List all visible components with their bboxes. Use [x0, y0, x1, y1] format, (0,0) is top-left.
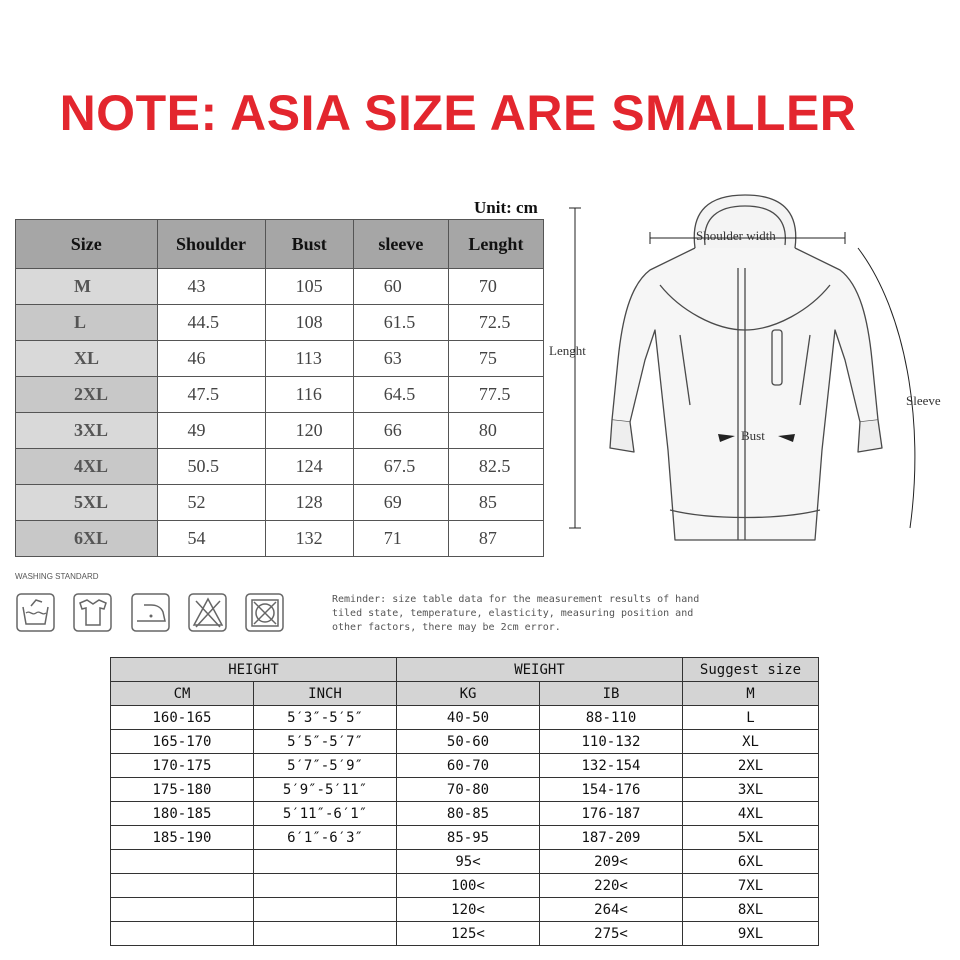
sub-header-row — [111, 682, 819, 706]
measurement-cell: 132 — [265, 521, 353, 557]
size-cell: M — [16, 269, 158, 305]
table-cell: 220< — [540, 874, 683, 898]
header-length: Lenght — [448, 220, 543, 269]
table-row — [16, 449, 544, 485]
table-cell: 5′7″-5′9″ — [254, 754, 397, 778]
table-cell — [254, 850, 397, 874]
group-header-row — [111, 658, 819, 682]
table-cell: 165-170 — [111, 730, 254, 754]
table-cell — [111, 850, 254, 874]
table-cell: 88-110 — [540, 706, 683, 730]
table-cell: 209< — [540, 850, 683, 874]
table-cell: 9XL — [683, 922, 819, 946]
table-cell: 125< — [397, 922, 540, 946]
table-cell: 5′5″-5′7″ — [254, 730, 397, 754]
table-cell: 275< — [540, 922, 683, 946]
table-cell: 180-185 — [111, 802, 254, 826]
measurement-cell: 77.5 — [448, 377, 543, 413]
table-cell: 70-80 — [397, 778, 540, 802]
header-sleeve: sleeve — [353, 220, 448, 269]
table-cell: 3XL — [683, 778, 819, 802]
measurement-cell: 64.5 — [353, 377, 448, 413]
table-cell: 175-180 — [111, 778, 254, 802]
size-cell: 6XL — [16, 521, 158, 557]
measurement-cell: 124 — [265, 449, 353, 485]
header-bust: Bust — [265, 220, 353, 269]
measurement-cell: 47.5 — [157, 377, 265, 413]
table-cell: 85-95 — [397, 826, 540, 850]
measurement-cell: 80 — [448, 413, 543, 449]
table-row — [111, 778, 819, 802]
header-weight: WEIGHT — [397, 658, 683, 682]
page-title: NOTE: ASIA SIZE ARE SMALLER — [59, 85, 857, 141]
table-row — [16, 305, 544, 341]
table-cell: 8XL — [683, 898, 819, 922]
measurement-cell: 52 — [157, 485, 265, 521]
reminder-text: Reminder: size table data for the measurement results of hand tiled state, temperature, elasticity, measuring position and other factors, there may be 2cm error. — [332, 594, 700, 633]
table-row — [16, 269, 544, 305]
measurement-cell: 120 — [265, 413, 353, 449]
table-cell — [254, 898, 397, 922]
measurement-cell: 61.5 — [353, 305, 448, 341]
header-shoulder: Shoulder — [157, 220, 265, 269]
table-cell: 264< — [540, 898, 683, 922]
table-cell: L — [683, 706, 819, 730]
table-cell — [111, 922, 254, 946]
measurement-cell: 75 — [448, 341, 543, 377]
measurement-cell: 66 — [353, 413, 448, 449]
unit-label: Unit: cm — [474, 198, 538, 217]
measurement-cell: 46 — [157, 341, 265, 377]
table-cell: 80-85 — [397, 802, 540, 826]
table-cell: 154-176 — [540, 778, 683, 802]
measurement-cell: 71 — [353, 521, 448, 557]
measurement-cell: 49 — [157, 413, 265, 449]
header-inch: INCH — [254, 682, 397, 706]
measurement-cell: 87 — [448, 521, 543, 557]
measurement-cell: 85 — [448, 485, 543, 521]
size-chart-table — [15, 219, 544, 557]
measurement-cell: 63 — [353, 341, 448, 377]
header-m: M — [683, 682, 819, 706]
measurement-cell: 43 — [157, 269, 265, 305]
bust-label: Bust — [741, 428, 765, 443]
table-row — [111, 706, 819, 730]
table-row — [111, 850, 819, 874]
no-bleach-icon — [188, 593, 228, 633]
washing-standard-label: WASHING STANDARD — [15, 572, 99, 581]
table-cell: 120< — [397, 898, 540, 922]
table-cell — [254, 874, 397, 898]
table-cell: 2XL — [683, 754, 819, 778]
table-cell: 5′3″-5′5″ — [254, 706, 397, 730]
measurement-cell: 69 — [353, 485, 448, 521]
hand-wash-icon — [16, 593, 56, 633]
table-cell: 187-209 — [540, 826, 683, 850]
table-cell: 176-187 — [540, 802, 683, 826]
table-cell: 160-165 — [111, 706, 254, 730]
measurement-cell: 82.5 — [448, 449, 543, 485]
table-header-row — [16, 220, 544, 269]
table-cell: 132-154 — [540, 754, 683, 778]
table-row — [111, 826, 819, 850]
table-cell: 100< — [397, 874, 540, 898]
table-row — [111, 922, 819, 946]
table-cell — [111, 874, 254, 898]
header-size: Size — [16, 220, 158, 269]
header-ib: IB — [540, 682, 683, 706]
table-cell: 7XL — [683, 874, 819, 898]
sleeve-label: Sleeve — [906, 393, 941, 408]
table-cell: XL — [683, 730, 819, 754]
measurement-cell: 60 — [353, 269, 448, 305]
table-cell: 185-190 — [111, 826, 254, 850]
table-cell: 5XL — [683, 826, 819, 850]
table-row — [111, 754, 819, 778]
iron-icon — [131, 593, 171, 633]
measurement-cell: 128 — [265, 485, 353, 521]
measurement-cell: 113 — [265, 341, 353, 377]
suggest-size-table — [110, 657, 819, 946]
table-row — [111, 730, 819, 754]
table-row — [16, 341, 544, 377]
table-row — [111, 874, 819, 898]
table-row — [16, 377, 544, 413]
table-cell: 95< — [397, 850, 540, 874]
header-cm: CM — [111, 682, 254, 706]
measurement-cell: 50.5 — [157, 449, 265, 485]
table-cell — [111, 898, 254, 922]
measurement-cell: 67.5 — [353, 449, 448, 485]
table-row — [111, 802, 819, 826]
header-height: HEIGHT — [111, 658, 397, 682]
table-cell: 6XL — [683, 850, 819, 874]
table-cell: 40-50 — [397, 706, 540, 730]
table-cell: 5′11″-6′1″ — [254, 802, 397, 826]
table-cell: 170-175 — [111, 754, 254, 778]
table-row — [111, 898, 819, 922]
measurement-cell: 108 — [265, 305, 353, 341]
table-cell: 50-60 — [397, 730, 540, 754]
measurement-cell: 105 — [265, 269, 353, 305]
table-cell — [254, 922, 397, 946]
no-dry-clean-icon — [245, 593, 285, 633]
measurement-cell: 70 — [448, 269, 543, 305]
measurement-cell: 116 — [265, 377, 353, 413]
measurement-cell: 72.5 — [448, 305, 543, 341]
length-label: Lenght — [549, 343, 586, 358]
table-cell: 4XL — [683, 802, 819, 826]
size-cell: XL — [16, 341, 158, 377]
shoulder-width-label: Shoulder width — [696, 228, 776, 243]
size-cell: 4XL — [16, 449, 158, 485]
table-row — [16, 485, 544, 521]
measurement-cell: 54 — [157, 521, 265, 557]
size-cell: 5XL — [16, 485, 158, 521]
table-row — [16, 521, 544, 557]
table-cell: 5′9″-5′11″ — [254, 778, 397, 802]
size-cell: 3XL — [16, 413, 158, 449]
table-cell: 60-70 — [397, 754, 540, 778]
table-cell: 110-132 — [540, 730, 683, 754]
table-row — [16, 413, 544, 449]
measurement-cell: 44.5 — [157, 305, 265, 341]
size-cell: 2XL — [16, 377, 158, 413]
header-suggest-size: Suggest size — [683, 658, 819, 682]
jacket-diagram — [550, 190, 950, 550]
tshirt-icon — [73, 593, 113, 633]
size-cell: L — [16, 305, 158, 341]
header-kg: KG — [397, 682, 540, 706]
table-cell: 6′1″-6′3″ — [254, 826, 397, 850]
